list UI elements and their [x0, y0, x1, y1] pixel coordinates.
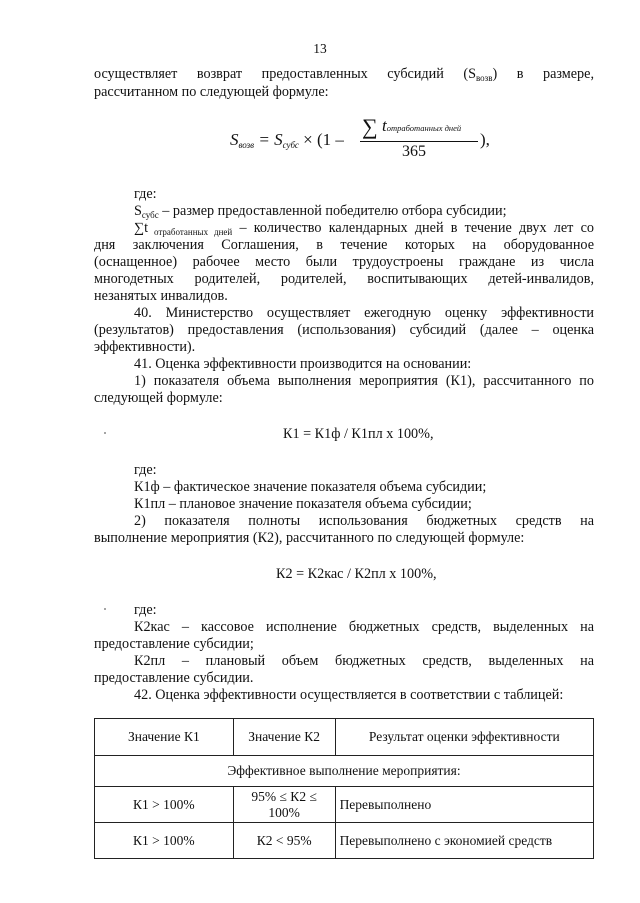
table-row	[95, 823, 594, 859]
formula-denominator: 365	[402, 143, 426, 160]
para-41-2-line-2: выполнение мероприятия (К2), рассчитанного по следующей формуле:	[94, 530, 525, 546]
definition-k1f: К1ф – фактическое значение показателя объема субсидии;	[134, 479, 487, 495]
formula-lhs: $S_{возв} = S_{субс} \times (1$ –	[230, 130, 344, 150]
cell-k2: 95% ≤ К2 ≤ 100%	[233, 787, 335, 823]
formula-numerator: tотработанных дней	[382, 116, 462, 135]
cell-k1: К1 > 100%	[95, 823, 234, 859]
definition-t-line-4: многодетных родителей, родителей, воспитывающих детей-инвалидов,	[94, 271, 594, 287]
table-header-row	[95, 719, 594, 756]
table-row	[95, 787, 594, 823]
cell-k1: К1 > 100%	[95, 787, 234, 823]
cell-result: Перевыполнено с экономией средств	[335, 823, 593, 859]
fraction-line	[360, 141, 478, 142]
definition-k2pl-line-2: предоставление субсидии.	[94, 670, 254, 686]
definition-s-subs: $S_{субс}$ – размер предоставленной победителю отбора субсидии;	[134, 203, 507, 220]
sigma-symbol: ∑	[362, 114, 378, 139]
where-label-1: где:	[134, 186, 157, 202]
definition-k2kas-line-1: К2кас – кассовое исполнение бюджетных средств, выделенных на	[134, 619, 594, 635]
para-40-line-3: эффективности).	[94, 339, 196, 355]
definition-k2kas-line-2: предоставление субсидии;	[94, 636, 254, 652]
section-label: Эффективное выполнение мероприятия:	[95, 756, 594, 787]
header-result: Результат оценки эффективности	[335, 719, 593, 756]
cell-result: Перевыполнено	[335, 787, 593, 823]
para-42: 42. Оценка эффективности осуществляется в соответствии с таблицей:	[134, 687, 564, 703]
definition-t-line-1: ∑t $_{отработанных дней}$ – количество календарных дней в течение двух лет со	[134, 220, 594, 237]
intro-subscript: возв	[475, 73, 493, 83]
efficiency-table	[94, 718, 594, 859]
scan-speck	[104, 608, 106, 610]
definition-k1pl: К1пл – плановое значение показателя объема субсидии;	[134, 496, 472, 512]
header-k1: Значение К1	[95, 719, 234, 756]
para-40-line-1: 40. Министерство осуществляет ежегодную оценку эффективности	[134, 305, 594, 321]
header-k2: Значение К2	[233, 719, 335, 756]
definition-k2pl-line-1: К2пл – плановый объем бюджетных средств, выделенных на	[134, 653, 594, 669]
para-41-1-line-2: следующей формуле:	[94, 390, 223, 406]
cell-k2: К2 < 95%	[233, 823, 335, 859]
para-41-2-line-1: 2) показателя полноты использования бюджетных средств на	[134, 513, 594, 529]
page-number: 13	[313, 41, 327, 56]
scan-speck	[104, 432, 106, 434]
para-40-line-2: (результатов) предоставления (использования) субсидий (далее – оценка	[94, 322, 594, 338]
intro-line-2: рассчитанном по следующей формуле:	[94, 84, 329, 100]
para-41-1-line-1: 1) показателя объема выполнения мероприятия (К1), рассчитанного по	[134, 373, 594, 389]
formula-s-vozv	[230, 112, 500, 162]
intro-text-b: ) в размере,	[492, 66, 594, 82]
where-label-3: где:	[134, 602, 157, 618]
definition-t-line-5: незанятых инвалидов.	[94, 288, 228, 304]
para-41: 41. Оценка эффективности производится на основании:	[134, 356, 472, 372]
where-label-2: где:	[134, 462, 157, 478]
definition-t-line-3: (оснащенное) рабочее место были трудоустроены граждане из числа	[94, 254, 594, 270]
formula-close: ),	[480, 130, 490, 149]
formula-k1: К1 = К1ф / К1пл х 100%,	[283, 426, 434, 442]
definition-t-line-2: дня заключения Соглашения, в течение которых на оборудованное	[94, 237, 594, 253]
formula-k2: К2 = К2кас / К2пл х 100%,	[276, 566, 437, 582]
table-section-row	[95, 756, 594, 787]
intro-text-a: осуществляет возврат предоставленных субсидий (S	[94, 66, 476, 82]
